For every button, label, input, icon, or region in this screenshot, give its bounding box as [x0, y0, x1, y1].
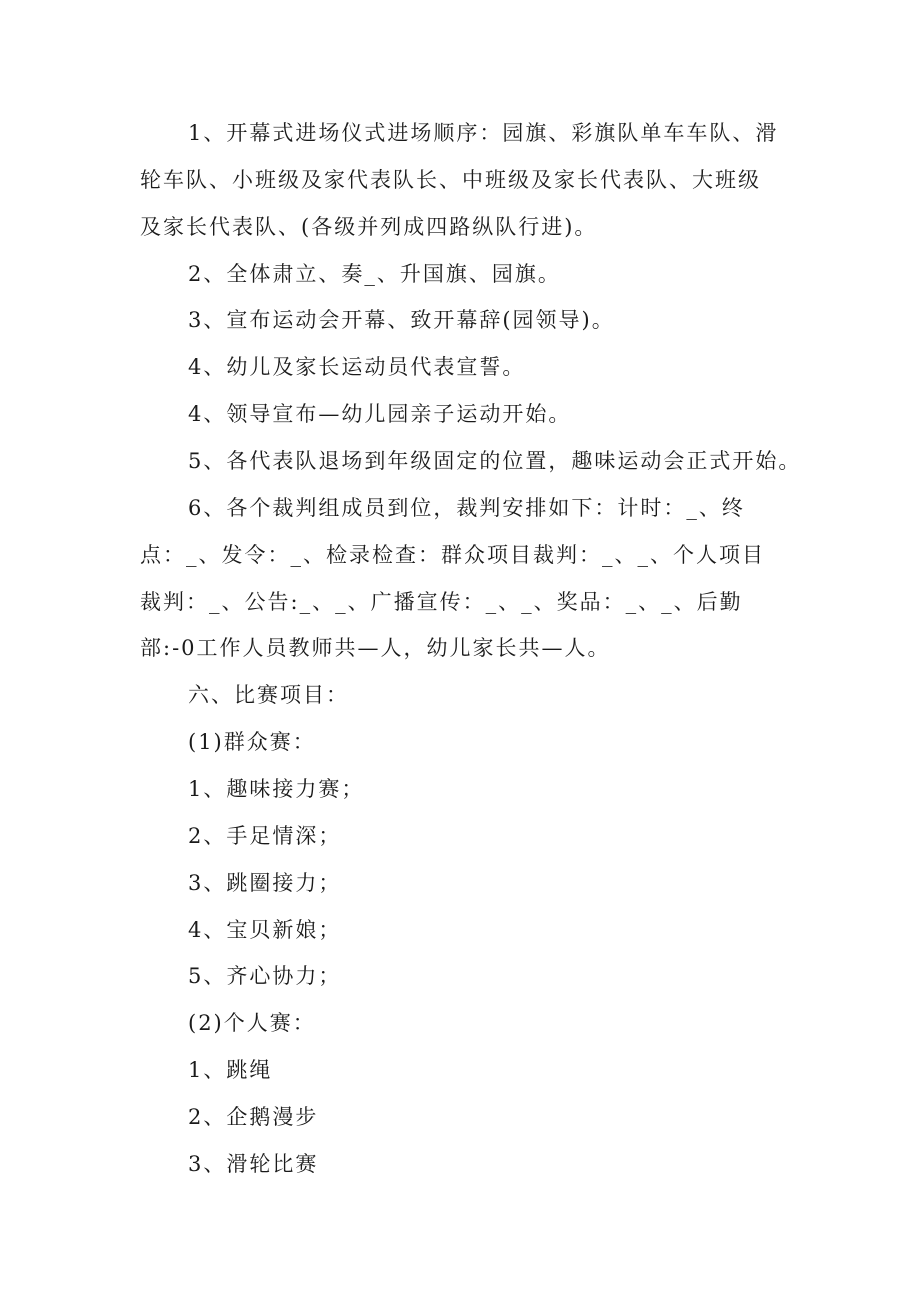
- list-item: 2、企鹅漫步: [188, 1105, 319, 1129]
- list-item: 1、趣味接力赛；: [188, 777, 365, 801]
- paragraph-line-12: 部:-0工作人员教师共—人，幼儿家长共—人。: [140, 636, 611, 660]
- paragraph-line-10: 点：_、发令：_、检录检查：群众项目裁判：_、_、个人项目: [140, 543, 765, 567]
- section-heading: 六、比赛项目：: [188, 683, 349, 707]
- paragraph-line-3: 及家长代表队、(各级并列成四路纵队行进)。: [140, 215, 598, 239]
- paragraph-line-6: 4、幼儿及家长运动员代表宣誓。: [188, 355, 526, 379]
- paragraph-line-2: 轮车队、小班级及家代表队长、中班级及家长代表队、大班级: [140, 168, 761, 192]
- paragraph-line-1: 1、开幕式进场仪式进场顺序：园旗、彩旗队单车车队、滑: [188, 121, 779, 145]
- paragraph-line-11: 裁判：_、公告:_、_、广播宣传：_、_、奖品：_、_、后勤: [140, 590, 743, 614]
- paragraph-line-8: 5、各代表队退场到年级固定的位置，趣味运动会正式开始。: [188, 449, 802, 473]
- list-item: 5、齐心协力；: [188, 964, 342, 988]
- paragraph-line-4: 2、全体肃立、奏_、升国旗、园旗。: [188, 262, 561, 286]
- list-item: 1、跳绳: [188, 1058, 273, 1082]
- list-item: 2、手足情深；: [188, 824, 342, 848]
- paragraph-line-7: 4、领导宣布—幼儿园亲子运动开始。: [188, 402, 572, 426]
- subsection-heading-group: (1)群众赛：: [188, 730, 316, 754]
- paragraph-line-5: 3、宣布运动会开幕、致开幕辞(园领导)。: [188, 308, 615, 332]
- paragraph-line-9: 6、各个裁判组成员到位，裁判安排如下：计时：_、终: [188, 496, 745, 520]
- list-item: 4、宝贝新娘；: [188, 918, 342, 942]
- subsection-heading-individual: (2)个人赛：: [188, 1011, 316, 1035]
- list-item: 3、滑轮比赛: [188, 1152, 319, 1176]
- list-item: 3、跳圈接力；: [188, 871, 342, 895]
